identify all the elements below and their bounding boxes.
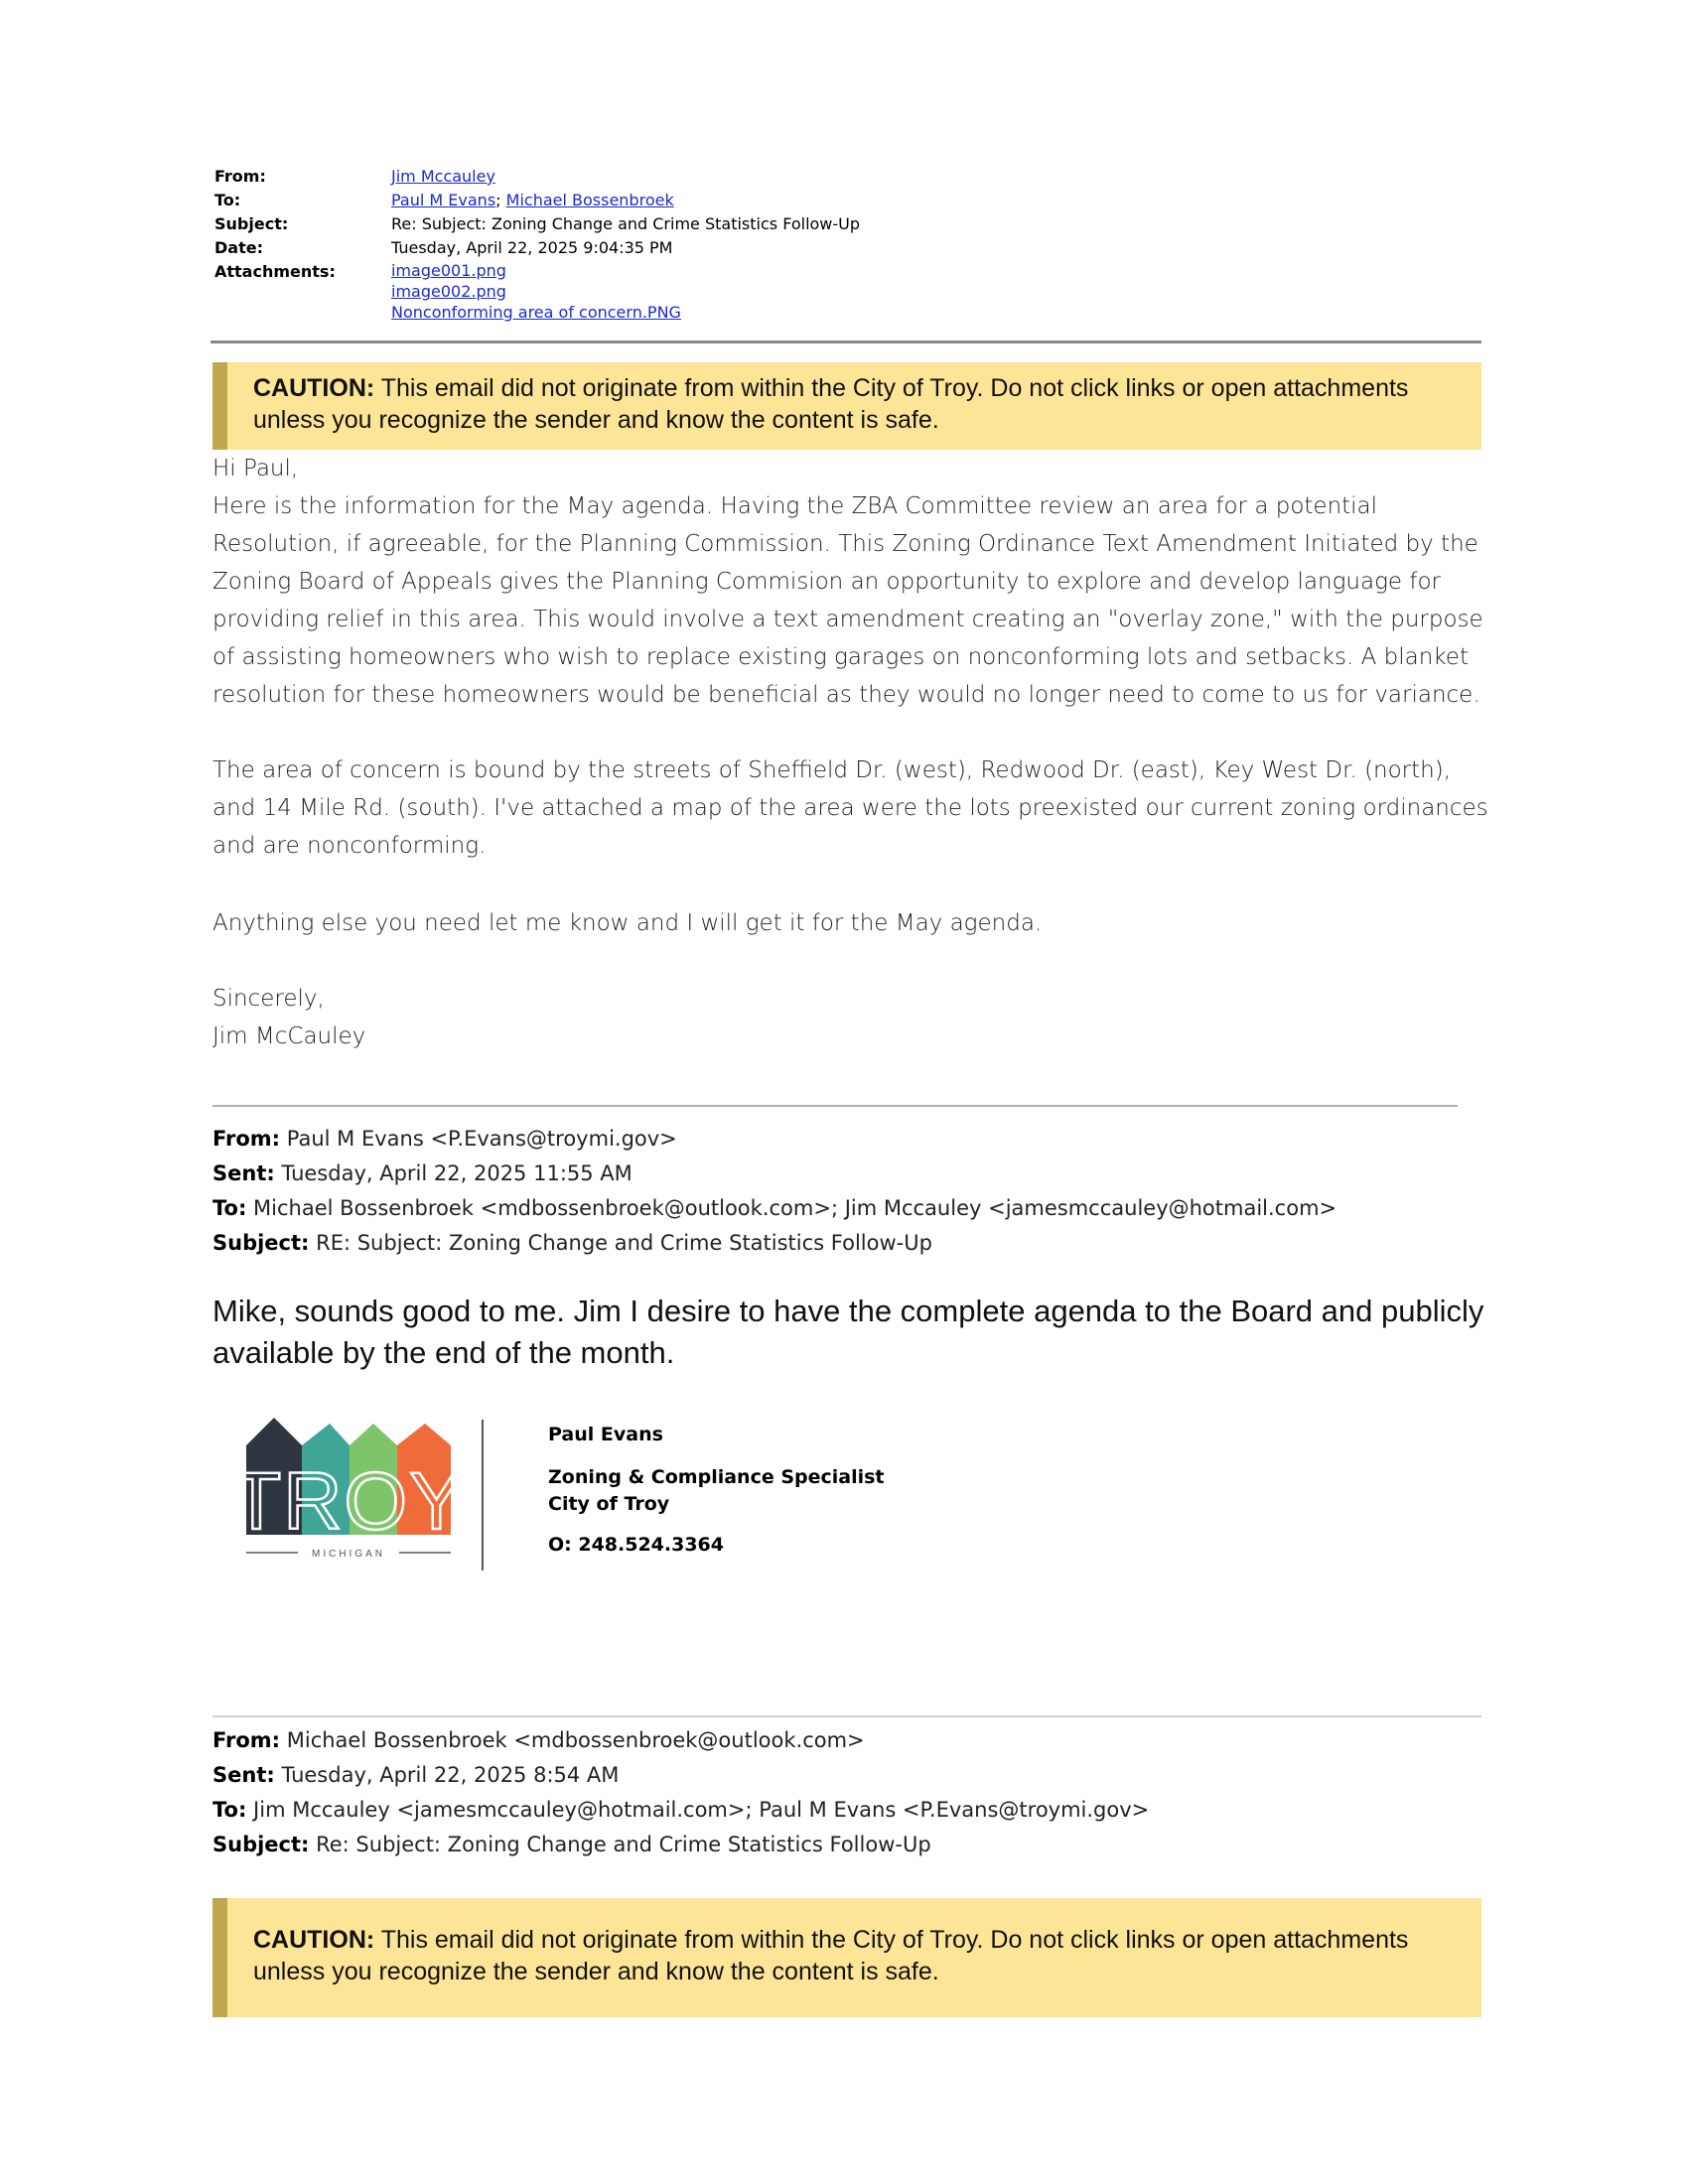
to-label: To:: [212, 1196, 247, 1220]
to-value: Jim Mccauley <jamesmccauley@hotmail.com>; Paul M Evans <P.Evans@troymi.gov>: [246, 1798, 1150, 1822]
from-label: From:: [212, 1127, 281, 1151]
caution-text: This email did not originate from within the City of Troy. Do not click links or open attachments unless you recognize the sender and know the content is safe.: [253, 374, 1409, 434]
to-value: Michael Bossenbroek <mdbossenbroek@outlook.com>; Jim Mccauley <jamesmccauley@hotmail.com>: [246, 1196, 1337, 1220]
quoted-sent: [212, 1157, 1336, 1191]
attachment-link[interactable]: image001.png: [391, 261, 506, 280]
attachments-label: Attachments:: [214, 262, 336, 281]
quoted-header: [212, 1723, 1149, 1862]
from-value: Paul M Evans <P.Evans@troymi.gov>: [280, 1127, 677, 1151]
signature-divider: [482, 1420, 484, 1570]
troy-logo: [231, 1418, 466, 1561]
quoted-subject: [212, 1828, 1149, 1862]
quoted-subject: [212, 1226, 1336, 1261]
from-link[interactable]: Jim Mccauley: [391, 167, 495, 186]
card-org: City of Troy: [548, 1493, 670, 1515]
caution-banner: [212, 362, 1481, 450]
closing-block: [212, 980, 1493, 1055]
quoted-divider: [212, 1105, 1458, 1107]
sent-label: Sent:: [212, 1763, 275, 1787]
attachment-link[interactable]: Nonconforming area of concern.PNG: [391, 303, 681, 322]
reply-message: Mike, sounds good to me. Jim I desire to have the complete agenda to the Board and publicly available by the end of the month.: [212, 1294, 1484, 1370]
card-name: Paul Evans: [548, 1424, 663, 1445]
sender-signature: Jim McCauley: [212, 1024, 366, 1049]
to-link-paul-evans[interactable]: Paul M Evans: [391, 191, 496, 209]
to-link-michael-bossenbroek[interactable]: Michael Bossenbroek: [505, 191, 674, 209]
sent-value: Tuesday, April 22, 2025 8:54 AM: [274, 1763, 620, 1787]
to-row: [214, 189, 1485, 212]
greeting: Hi Paul,: [212, 456, 299, 481]
from-label: From:: [212, 1728, 281, 1752]
date-label: Date:: [214, 238, 263, 257]
to-separator: ;: [495, 191, 506, 209]
caution-banner: [212, 1898, 1481, 2017]
message-paragraph: Anything else you need let me know and I will get it for the May agenda.: [212, 910, 1043, 936]
card-phone: O: 248.524.3364: [548, 1534, 725, 1556]
message-paragraph: Here is the information for the May agenda. Having the ZBA Committee review an area for a potential Resolution, if agreeable, for the Planning Commission. This Zoning Ordinance Text Amendment Initiated by the Zoning Board of Appeals gives the Planning Commision an opportunity to explore and develop language for providing relief in this area. This would involve a text amendment creating an "overlay zone," with the purpose of assisting homeowners who wish to replace existing garages on nonconforming lots and setbacks. A blanket resolution for these homeowners would be beneficial as they would no longer need to come to us for variance.: [212, 493, 1483, 708]
attachment-link[interactable]: image002.png: [391, 282, 506, 301]
card-title: Zoning & Compliance Specialist: [548, 1466, 885, 1488]
subject-value: Re: Subject: Zoning Change and Crime Statistics Follow-Up: [309, 1833, 931, 1856]
sent-value: Tuesday, April 22, 2025 11:55 AM: [274, 1161, 633, 1185]
caution-text: This email did not originate from within the City of Troy. Do not click links or open attachments unless you recognize the sender and know the content is safe.: [253, 1926, 1409, 1985]
sent-label: Sent:: [212, 1161, 275, 1185]
to-label: To:: [214, 191, 241, 209]
to-label: To:: [212, 1798, 247, 1822]
subject-value: Re: Subject: Zoning Change and Crime Statistics Follow-Up: [391, 214, 861, 233]
subject-label: Subject:: [214, 214, 289, 233]
email-header: [214, 165, 1485, 323]
signature-card: [548, 1422, 885, 1559]
from-value: Michael Bossenbroek <mdbossenbroek@outlook.com>: [280, 1728, 865, 1752]
message-paragraph: The area of concern is bound by the streets of Sheffield Dr. (west), Redwood Dr. (east), Key West Dr. (north), and 14 Mile Rd. (south). I've attached a map of the area were the lots preexisted our current zoning ordinances and are nonconforming.: [212, 757, 1488, 859]
date-value: Tuesday, April 22, 2025 9:04:35 PM: [391, 238, 673, 257]
subject-label: Subject:: [212, 1833, 310, 1856]
caution-label: CAUTION:: [253, 1926, 375, 1954]
subject-row: [214, 212, 1485, 236]
caution-label: CAUTION:: [253, 374, 375, 402]
quoted-sent: [212, 1758, 1149, 1793]
logo-subtext: MICHIGAN: [312, 1549, 385, 1560]
quoted-to: [212, 1191, 1336, 1226]
quoted-to: [212, 1793, 1149, 1828]
date-row: [214, 236, 1485, 260]
from-row: [214, 165, 1485, 189]
quoted-from: [212, 1122, 1336, 1157]
attachments-list: [391, 260, 1485, 323]
closing: Sincerely,: [212, 986, 325, 1012]
header-divider: [211, 341, 1481, 343]
from-label: From:: [214, 167, 266, 186]
logo-wordmark: TROY: [231, 1456, 466, 1547]
attachments-row: [214, 260, 1485, 323]
quoted-from: [212, 1723, 1149, 1758]
quoted-divider: [212, 1715, 1481, 1717]
subject-label: Subject:: [212, 1231, 310, 1255]
quoted-header: [212, 1122, 1336, 1261]
subject-value: RE: Subject: Zoning Change and Crime Statistics Follow-Up: [309, 1231, 932, 1255]
